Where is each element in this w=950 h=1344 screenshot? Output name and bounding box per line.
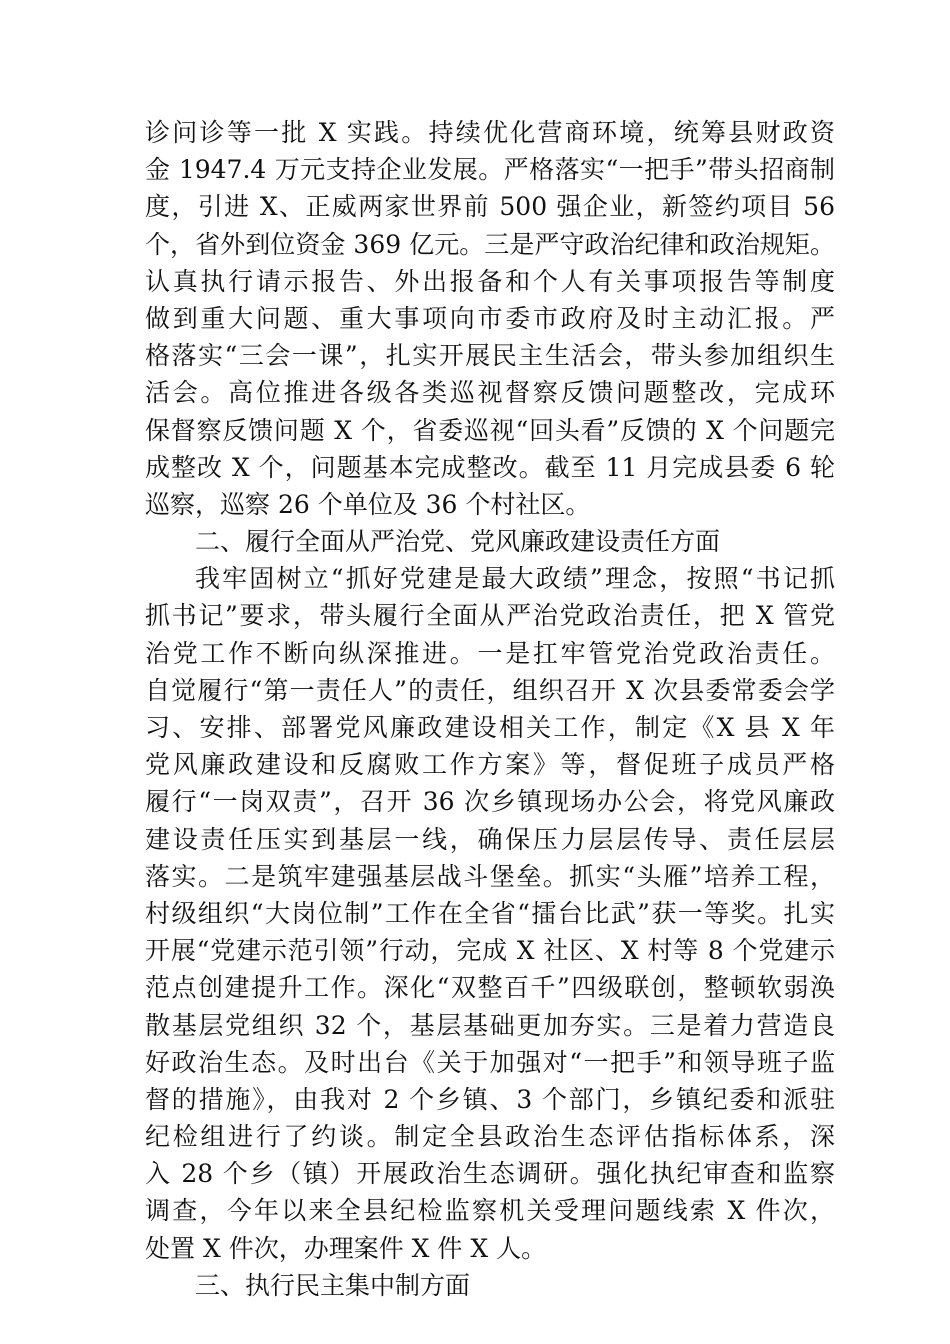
text-line: 自觉履行“第一责任人”的责任，组织召开 X 次县委常委会学 <box>145 675 835 705</box>
text-line: 抓书记”要求，带头履行全面从严治党政治责任，把 X 管党 <box>145 601 835 631</box>
text-line: 范点创建提升工作。深化“双整百千”四级联创，整顿软弱涣 <box>145 973 835 1003</box>
text-line: 诊问诊等一批 X 实践。持续优化营商环境，统筹县财政资 <box>145 118 835 147</box>
section-heading: 三、执行民主集中制方面 <box>195 1270 471 1300</box>
text-line: 履行“一岗双责”，召开 36 次乡镇现场办公会，将党风廉政 <box>145 787 835 817</box>
text-line: 散基层党组织 32 个，基层基础更加夯实。三是着力营造良 <box>145 1010 835 1040</box>
text-line: 保督察反馈问题 X 个，省委巡视“回头看”反馈的 X 个问题完 <box>145 415 835 445</box>
text-line: 活会。高位推进各级各类巡视督察反馈问题整改，完成环 <box>145 378 835 408</box>
paragraph-first-line: 我牢固树立“抓好党建是最大政绩”理念，按照“书记抓 <box>195 564 835 594</box>
text-line: 落实。二是筑牢建强基层战斗堡垒。抓实“头雁”培养工程， <box>145 861 835 891</box>
text-line: 建设责任压实到基层一线，确保压力层层传导、责任层层 <box>145 824 835 854</box>
text-line: 巡察，巡察 26 个单位及 36 个村社区。 <box>145 489 591 519</box>
text-line: 处置 X 件次，办理案件 X 件 X 人。 <box>145 1233 547 1263</box>
text-line: 纪检组进行了约谈。制定全县政治生态评估指标体系，深 <box>145 1122 835 1152</box>
text-line: 好政治生态。及时出台《关于加强对“一把手”和领导班子监 <box>145 1047 835 1077</box>
body-text <box>145 114 835 1304</box>
text-line: 入 28 个乡（镇）开展政治生态调研。强化执纪审查和监察 <box>145 1159 835 1189</box>
text-line: 个，省外到位资金 369 亿元。三是严守政治纪律和政治规矩。 <box>145 229 835 259</box>
text-line: 治党工作不断向纵深推进。一是扛牢管党治党政治责任。 <box>145 638 835 668</box>
text-line: 习、安排、部署党风廉政建设相关工作，制定《X 县 X 年 <box>145 713 835 742</box>
section-heading: 二、履行全面从严治党、党风廉政建设责任方面 <box>195 527 721 557</box>
text-line: 成整改 X 个，问题基本完成整改。截至 11 月完成县委 6 轮 <box>145 452 835 482</box>
text-line: 党风廉政建设和反腐败工作方案》等，督促班子成员严格 <box>145 750 835 780</box>
text-line: 调查，今年以来全县纪检监察机关受理问题线索 X 件次， <box>145 1196 835 1226</box>
text-line: 村级组织“大岗位制”工作在全省“擂台比武”获一等奖。扎实 <box>145 898 835 928</box>
text-line: 做到重大问题、重大事项向市委市政府及时主动汇报。严 <box>145 303 835 333</box>
text-line: 格落实“三会一课”，扎实开展民主生活会，带头参加组织生 <box>145 341 835 371</box>
text-line: 督的措施》，由我对 2 个乡镇、3 个部门，乡镇纪委和派驻 <box>145 1084 835 1114</box>
text-line: 度，引进 X、正威两家世界前 500 强企业，新签约项目 56 <box>145 192 835 222</box>
text-line: 认真执行请示报告、外出报备和个人有关事项报告等制度 <box>145 266 835 296</box>
text-line: 金 1947.4 万元支持企业发展。严格落实“一把手”带头招商制 <box>145 155 835 185</box>
text-line: 开展“党建示范引领”行动，完成 X 社区、X 村等 8 个党建示 <box>145 936 835 966</box>
